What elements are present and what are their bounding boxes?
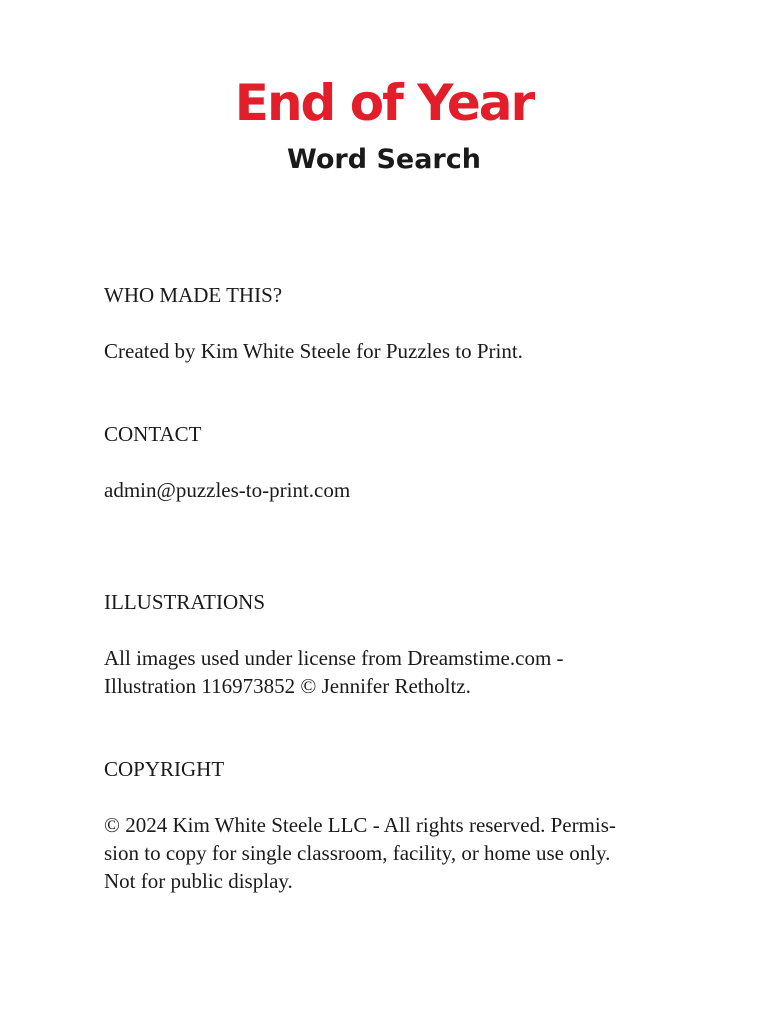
section-heading-contact: CONTACT (104, 422, 202, 446)
contact-email: admin@puzzles-to-print.com (104, 478, 351, 502)
section-heading-who-made-this: WHO MADE THIS? (104, 283, 283, 307)
section-body-who-made-this: Created by Kim White Steele for Puzzles to Print. (104, 339, 523, 363)
page-subtitle: Word Search (287, 144, 481, 175)
section-heading-illustrations: ILLUSTRATIONS (104, 590, 265, 614)
section-body-illustrations: All images used under license from Dreamstime.com - Illustration 116973852 © Jennifer Retholtz. (104, 646, 564, 698)
section-heading-copyright: COPYRIGHT (104, 757, 225, 781)
page-title: End of Year (234, 74, 534, 132)
section-body-copyright: © 2024 Kim White Steele LLC - All rights reserved. Permis- sion to copy for single classroom, facility, or home use only. Not for public display. (104, 813, 616, 893)
